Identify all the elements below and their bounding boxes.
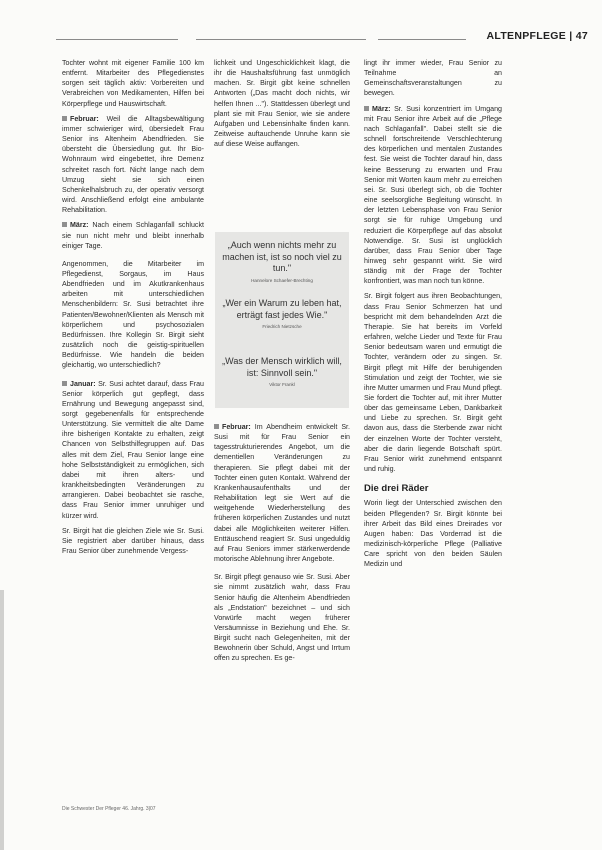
month-label: März:	[70, 221, 89, 230]
paragraph: März: Sr. Susi konzentriert im Umgang mit Frau Senior ihre Arbeit auf die „Pflege nach Schlaganfall". Dabei stellt sie die schnell fortschreitende Verschlechterung des körperlichen und mentalen Zustandes fest. Sie weist die Tochter darauf hin, dass keine Besserung zu erwarten und Frau Senior mit Worten kaum mehr zu erreichen sei. Sr. Susi überlegt sich, ob die Tochter eine seelsorgliche Begleitung wünscht. In der letzten Lebensphase von Frau Senior sorgt sie für ruhige Umgebung und reduziert die Körperpflege auf das absolut Notwendige. Sr. Susi ist unglücklich darüber, dass Frau Senior über Tage hinweg sehr gespannt wirkt. Sie wird ständig mit der Frage der Tochter konfrontiert, was man noch tun könne.	[364, 104, 502, 286]
bullet-square-icon	[62, 381, 67, 386]
paragraph: Worin liegt der Unterschied zwischen den beiden Pflegenden? Sr. Birgit könnte bei ihrer Arbeit das Bild eines Dreirades vor Augen haben: Das Vorderrad ist die medizinisch-körperliche Pflege (Palliative Care spricht von den beiden Säulen Medizin und	[364, 499, 502, 569]
paragraph: Tochter wohnt mit eigener Familie 100 km entfernt. Mitarbeiter des Pflegedienstes sorgen seit täglich aktiv: Vorbereiten und Verabreichen von Medikamenten, Hilfen bei Körperpflege und Hauswirtschaft.	[62, 59, 204, 108]
column-1	[62, 58, 204, 561]
page-footer: Die Schwester Der Pfleger 46. Jahrg. 3|07	[62, 806, 156, 812]
quote-3	[221, 356, 343, 388]
page-binding-shadow	[0, 590, 4, 850]
paragraph: Sr. Birgit hat die gleichen Ziele wie Sr. Susi. Sie registriert aber darüber hinaus, dass Frau Senior über zunehmende Vergess-	[62, 526, 204, 556]
paragraph: Januar: Sr. Susi achtet darauf, dass Frau Senior körperlich gut gepflegt, dass Ernährung und Bewegung angepasst sind, sorgt gegebenenfalls für entsprechende Unterstützung. Sie vermittelt die alte Dame ihre bisherigen Kontakte zu erhalten, zeigt Chancen von Selbsthilfegruppen auf. Das alles mit dem Ziel, Frau Senior lange eine hohe Selbstständigkeit zu ermöglichen, sich dabei mit ihren alters- und krankheitsbedingten Veränderungen zu arrangieren. Dabei beobachtet sie rasche, dass Frau Senior immer unruhiger und kürzer wird.	[62, 379, 204, 520]
paragraph: Sr. Birgit pflegt genauso wie Sr. Susi. Aber sie nimmt zusätzlich wahr, dass Frau Senior häufig die Altenheim Abendfrieden als „Endstation" bezeichnet – und sich Vorwürfe macht wegen früherer Versäumnisse in Beziehung und Ehe. Sr. Birgit sucht nach Gelegenheiten, mit der Bewohnerin über Schuld, Angst und Irrtum offen zu sprechen. Es ge-	[214, 573, 350, 663]
quote-box	[215, 232, 349, 408]
quote-1	[221, 240, 343, 284]
bullet-square-icon	[214, 424, 219, 429]
header-rule-right	[378, 39, 466, 40]
header-rule-mid	[196, 39, 366, 40]
quote-text: „Auch wenn nichts mehr zu machen ist, ist so noch viel zu tun."	[222, 240, 342, 273]
column-2-lower	[214, 422, 350, 669]
bullet-square-icon	[62, 116, 67, 121]
bullet-square-icon	[364, 106, 369, 111]
paragraph: lichkeit und Ungeschicklichkeit klagt, die ihr die Haushaltsführung fast unmöglich machen. Sr. Birgit gibt keine schnellen Antworten („Das macht doch nichts, wir helfen Ihnen ..."). Stattdessen überlegt und plant sie mit Frau Senior, wie sie andere Aufgaben und Lebensinhalte finden kann. Zeitweise auftauchende Unruhe kann sie auf diese Weise auffangen.	[214, 59, 350, 149]
quote-author: Friedrich Nietzsche	[262, 324, 302, 329]
page-header: ALTENPFLEGE | 47	[486, 30, 588, 42]
section-heading: Die drei Räder	[364, 483, 429, 495]
quote-2	[221, 298, 343, 330]
bullet-square-icon	[62, 222, 67, 227]
month-label: Februar:	[222, 423, 251, 431]
column-2	[214, 58, 350, 154]
header-rule-left	[56, 39, 178, 40]
quote-text: „Was der Mensch wirklich will, ist: Sinnvoll sein."	[222, 356, 342, 378]
quote-author: Hannelore Schaefer-Brechting	[251, 277, 313, 283]
month-label: Februar:	[70, 114, 99, 123]
paragraph: Februar: Im Abendheim entwickelt Sr. Susi mit für Frau Senior ein tagesstrukturierendes Angebot, um die dementiellen Veränderungen zu therapieren. Sie pflegt dabei mit der Tochter einen guten Kontakt. Während der Krankenhausaufenthalts und der Rehabilitation legt sie Wert auf die weitgehende Wiederherstellung des früheren körperlichen Zustandes und nutzt dabei alle Möglichkeiten weiterer Hilfen. Enttäuschend reagiert Sr. Susi ungeduldig auf Frau Seniors immer stärkerwerdende motorische Ablehnung ihrer Angebote.	[214, 423, 350, 564]
column-3	[364, 58, 502, 575]
quote-text: „Wer ein Warum zu leben hat, erträgt fast jedes Wie."	[222, 298, 342, 320]
month-label: März:	[372, 104, 391, 113]
paragraph: Angenommen, die Mitarbeiter im Pflegedienst, Sorgaus, im Haus Abendfrieden und im Akutkrankenhaus arbeiten mit unterschiedlichen Menschenbildern: Sr. Susi betrachtet ihre Patienten/Bewohner/Klienten als Mensch mit körperlichem und psychosozialen Bedürfnissen. Ihre Kollegin Sr. Birgit sieht zusätzlich noch die geistig-spirituellen Bedürfnisse. Wie handeln die beiden gleichartig, wo unterschiedlich?	[62, 259, 204, 370]
paragraph: März: Nach einem Schlaganfall schluckt sie nun nicht mehr und bleibt innerhalb einiger Tage.	[62, 221, 204, 250]
paragraph: Sr. Birgit folgert aus ihren Beobachtungen, dass Frau Senior Schmerzen hat und bespricht mit dem behandelnden Arzt die Therapie. Sie hat bereits im Vorfeld erfahren, welche Lieder und Texte für Frau Senior bedeutsam waren und ermutigt die Tochter, verändern oder zu singen. Sr. Birgit pflegt mit Hilfe der beruhigenden Stimulation und zeigt der Tochter, wie sie ihre Mutter umarmen und Frau Mund pflegt. Sie fordert die Tochter auf, mit ihrer Mutter über das gemeinsame Leben, Dankbarkeit und Liebe zu sprechen. Sr. Birgit geht davon aus, dass die Sterbende zwar nicht der einzelnen Worte der Tochter versteht, aber die darin liegende Botschaft spürt. Frau Senior wirkt zunehmend entspannt und ruhig.	[364, 292, 502, 474]
quote-author: Viktor Frankl	[269, 382, 295, 387]
paragraph: lingt ihr immer wieder, Frau Senior zu Teilnahme an Gemeinschaftsveranstaltungen zu bewegen.	[364, 59, 502, 98]
paragraph: Februar: Weil die Alltagsbewältigung immer schwieriger wird, übersiedelt Frau Senior ins Altenheim Abendfrieden. Sie übersteht die Übersiedlung gut. Ihr Bio-Wohnraum wird eingebettet, ihre Demenz schreitet rasch fort. Nicht lange nach dem Umzug sieht sie sich einen Schenkelhalsbruch zu, der operativ versorgt wird. Anschließend erfolgt eine ambulante Rehabilitation.	[62, 114, 204, 215]
month-label: Januar:	[70, 379, 96, 388]
